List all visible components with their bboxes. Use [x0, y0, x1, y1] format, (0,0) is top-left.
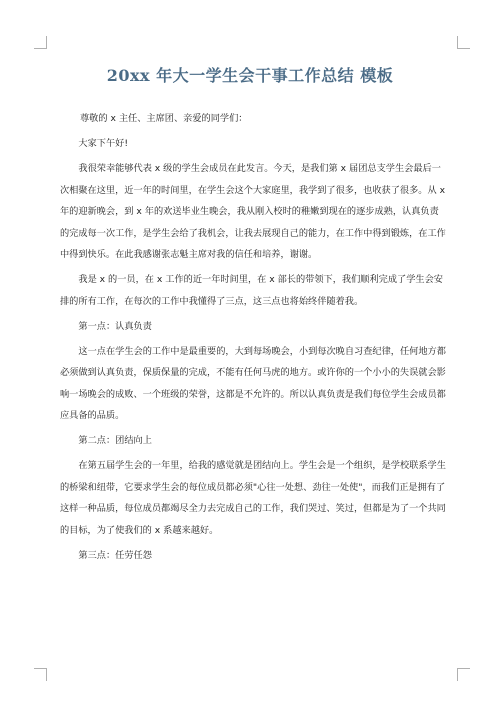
document-title: 20xx 年大一学生会干事工作总结 模板: [106, 66, 394, 85]
point-one-heading: 第一点：认真负责: [78, 320, 152, 332]
crop-mark-top-left: [34, 36, 47, 49]
point-two-text: 在第五届学生会的一年里，给我的感觉就是团结向上。学生会是一个组织，是学校联系学生的桥梁和纽带，它要求学生会的每位成员都必须"心往一处想、劲往一处使"，而我们正是拥有了这样一种品质，每位成员都竭尽全力去完成自己的工作，我们哭过、笑过，但都是为了一个共同的目标，为了使我们的 x 系越来越好。: [60, 460, 446, 536]
point-three-heading: 第三点：任劳任怨: [78, 549, 152, 561]
paragraph-department: 我是 x 的一员，在 x 工作的近一年时间里，在 x 部长的带领下，我们顺利完成了学生会安排的所有工作，在每次的工作中我懂得了三点，这三点也将始终伴随着我。: [60, 274, 443, 307]
crop-mark-bottom-right: [457, 668, 470, 681]
salutation: 尊敬的 x 主任、主席团、亲爱的同学们：: [80, 113, 248, 124]
point-one-text: 这一点在学生会的工作中是最重要的，大到每场晚会，小到每次晚自习查纪律，任何地方都必须做到认真负责，保质保量的完成，不能有任何马虎的地方。或许你的一个小小的失误就会影响一场晚会的成败、一个班级的荣誉，这都是不允许的。所以认真负责是我们每位学生会成员都应具备的品质。: [60, 345, 446, 421]
paragraph-intro: 我很荣幸能够代表 x 级的学生会成员在此发言。今天，是我们第 x 届团总支学生会最后一次相聚在这里，近一年的时间里，在学生会这个大家庭里，我学到了很多，也收获了很多。从 x 年的迎新晚会，到 x 年的欢送毕业生晚会，我从刚入校时的稚嫩到现在的逐步成熟，认真负责的完成每一次工作，是学生会给了我机会，让我去展现自己的能力，在工作中得到锻炼，在工作中得到快乐。在此我感谢张志魁主席对我的信任和培养，谢谢。: [60, 163, 446, 260]
crop-mark-top-right: [457, 36, 470, 49]
greeting: 大家下午好!: [78, 138, 129, 149]
point-two-heading: 第二点：团结向上: [78, 435, 152, 446]
crop-mark-bottom-left: [34, 668, 47, 681]
document-body: [60, 108, 446, 570]
